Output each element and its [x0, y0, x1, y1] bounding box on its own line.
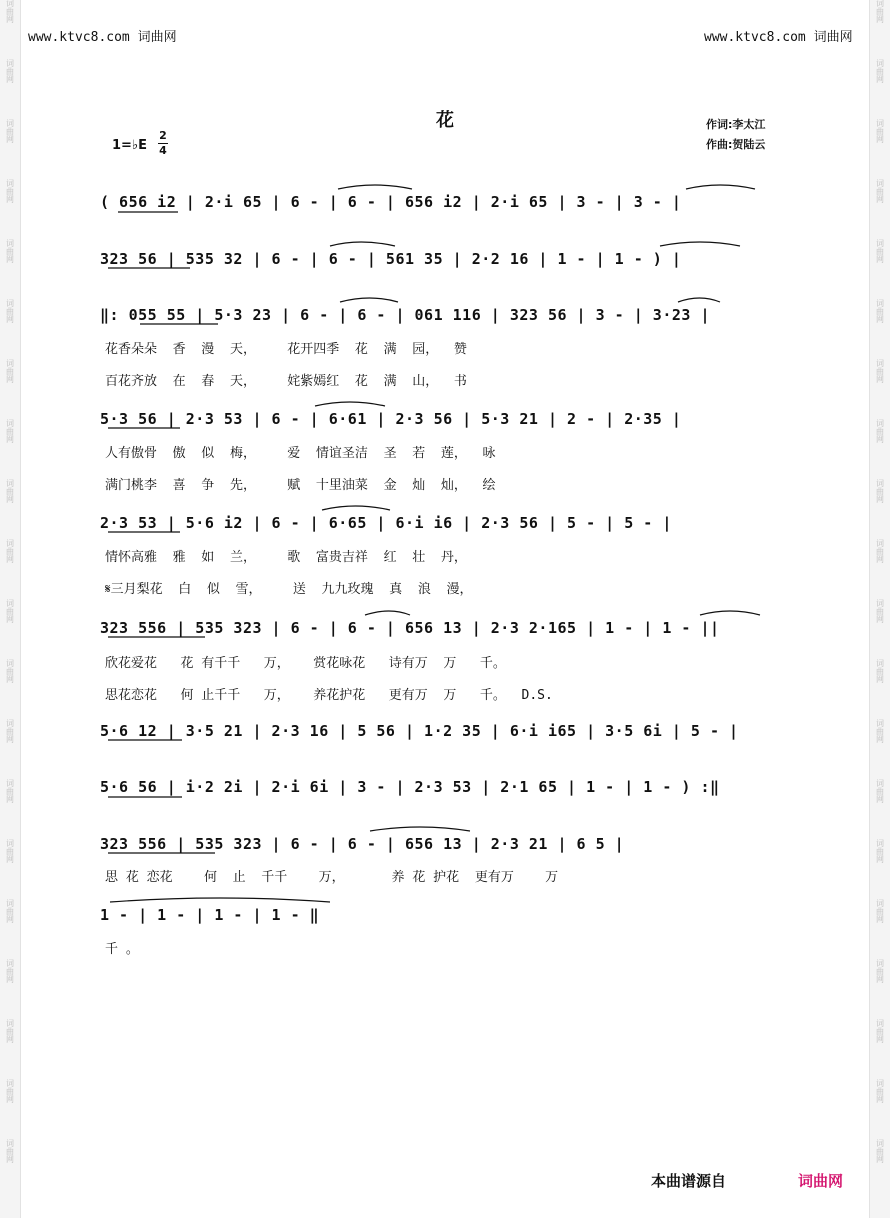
tie-mark [678, 298, 720, 302]
watermark-text: 词 曲 网 [876, 419, 884, 444]
watermark-text: 词 曲 网 [876, 719, 884, 744]
watermark-text: 词 曲 网 [6, 779, 14, 804]
lyric-line: 千 。 [105, 942, 139, 957]
lyric-line: 思 花 恋花 何 止 千千 万， 养 花 护花 更有万 万 [105, 870, 559, 885]
score-row: ( 656 i2 | 2·i 65 | 6 - | 6 - | 656 i2 | 2·i 65 | 3 - | 3 - | [100, 193, 682, 211]
lyric-line: 花香朵朵 香 漫 天， 花开四季 花 满 园， 赞 [105, 342, 467, 357]
tie-mark [370, 827, 470, 831]
watermark-text: 词 曲 网 [876, 959, 884, 984]
lyric-line: 满门桃李 喜 争 先， 赋 十里油菜 金 灿 灿， 绘 [105, 478, 496, 493]
watermark-text: 词 曲 网 [6, 299, 14, 324]
site-url-right[interactable]: www.ktvc8.com 词曲网 [704, 30, 853, 45]
watermark-text: 词 曲 网 [6, 119, 14, 144]
watermark-text: 词 曲 网 [876, 1079, 884, 1104]
watermark-text: 词 曲 网 [6, 599, 14, 624]
lyric-line: 思花恋花 何 止千千 万， 养花护花 更有万 万 千。 D.S. [105, 688, 553, 703]
watermark-text: 词 曲 网 [876, 599, 884, 624]
watermark-text: 词 曲 网 [6, 539, 14, 564]
tie-mark [340, 298, 398, 302]
watermark-text: 词 曲 网 [876, 1019, 884, 1044]
score-row: ‖: 055 55 | 5·3 23 | 6 - | 6 - | 061 116 | 323 56 | 3 - | 3·23 | [100, 306, 710, 324]
score-row: 5·6 56 | i·2 2i | 2·i 6i | 3 - | 2·3 53 | 2·1 65 | 1 - | 1 - ) :‖ [100, 778, 720, 796]
time-signature-top: 2 [159, 129, 167, 142]
watermark-text: 词 曲 网 [876, 839, 884, 864]
watermark-text: 词 曲 网 [6, 479, 14, 504]
watermark-text: 词 曲 网 [876, 539, 884, 564]
lyric-line: 𝄋三月梨花 白 似 雪， 送 九九玫瑰 真 浪 漫， [105, 582, 473, 597]
watermark-text: 词 曲 网 [6, 359, 14, 384]
score-row: 5·6 12 | 3·5 21 | 2·3 16 | 5 56 | 1·2 35 | 6·i i65 | 3·5 6i | 5 - | [100, 722, 739, 740]
tie-mark [330, 242, 395, 246]
site-url-left[interactable]: www.ktvc8.com 词曲网 [28, 30, 177, 45]
tie-mark [700, 611, 760, 615]
score-row: 2·3 53 | 5·6 i2 | 6 - | 6·65 | 6·i i6 | 2·3 56 | 5 - | 5 - | [100, 514, 672, 532]
watermark-text: 词 曲 网 [6, 959, 14, 984]
lyricist-credit: 作词:李太江 [706, 118, 766, 131]
watermark-text: 词 曲 网 [876, 239, 884, 264]
score-row: 1 - | 1 - | 1 - | 1 - ‖ [100, 906, 320, 924]
lyric-line: 欣花爱花 花 有千千 万， 赏花咏花 诗有万 万 千。 [105, 656, 506, 671]
watermark-text: 词 曲 网 [876, 0, 884, 24]
watermark-text: 词 曲 网 [6, 0, 14, 24]
watermark-text: 词 曲 网 [876, 899, 884, 924]
watermark-text: 词 曲 网 [876, 299, 884, 324]
watermark-text: 词 曲 网 [876, 359, 884, 384]
left-watermark-strip [0, 0, 21, 1218]
score-row: 323 556 | 535 323 | 6 - | 6 - | 656 13 | 2·3 2·165 | 1 - | 1 - || [100, 619, 720, 637]
source-label: 本曲谱源自 [651, 1172, 727, 1190]
tie-mark [338, 185, 412, 189]
source-site-link[interactable]: 词曲网 [798, 1172, 844, 1190]
watermark-text: 词 曲 网 [6, 59, 14, 84]
watermark-text: 词 曲 网 [876, 659, 884, 684]
watermark-text: 词 曲 网 [876, 479, 884, 504]
tie-mark [110, 898, 330, 902]
tie-mark [322, 506, 390, 510]
composer-credit: 作曲:贺陆云 [706, 138, 766, 151]
song-title: 花 [436, 110, 454, 131]
watermark-text: 词 曲 网 [6, 899, 14, 924]
watermark-text: 词 曲 网 [6, 1019, 14, 1044]
watermark-text: 词 曲 网 [876, 779, 884, 804]
right-watermark-strip [869, 0, 890, 1218]
lyric-line: 百花齐放 在 春 天， 姹紫嫣红 花 满 山， 书 [105, 374, 467, 389]
tie-mark [660, 242, 740, 246]
watermark-text: 词 曲 网 [6, 419, 14, 444]
watermark-text: 词 曲 网 [876, 119, 884, 144]
lyric-line: 情怀高雅 雅 如 兰， 歌 富贵吉祥 红 壮 丹， [105, 550, 467, 565]
watermark-text: 词 曲 网 [6, 1079, 14, 1104]
watermark-text: 词 曲 网 [6, 839, 14, 864]
tie-mark [686, 185, 755, 189]
score-row: 5·3 56 | 2·3 53 | 6 - | 6·61 | 2·3 56 | 5·3 21 | 2 - | 2·35 | [100, 410, 682, 428]
watermark-text: 词 曲 网 [6, 1139, 14, 1164]
watermark-text: 词 曲 网 [876, 1139, 884, 1164]
time-signature-bottom: 4 [159, 144, 167, 157]
score-row: 323 56 | 535 32 | 6 - | 6 - | 561 35 | 2·2 16 | 1 - | 1 - ) | [100, 250, 682, 268]
watermark-text: 词 曲 网 [6, 239, 14, 264]
time-signature [157, 130, 169, 157]
key-signature: 1=♭E [112, 138, 147, 153]
watermark-text: 词 曲 网 [6, 179, 14, 204]
watermark-text: 词 曲 网 [876, 59, 884, 84]
watermark-text: 词 曲 网 [876, 179, 884, 204]
watermark-text: 词 曲 网 [6, 719, 14, 744]
watermark-text: 词 曲 网 [6, 659, 14, 684]
tie-mark [315, 402, 385, 406]
tie-mark [365, 611, 410, 615]
score-row: 323 556 | 535 323 | 6 - | 6 - | 656 13 | 2·3 21 | 6 5 | [100, 835, 625, 853]
lyric-line: 人有傲骨 傲 似 梅， 爱 情谊圣洁 圣 若 莲， 咏 [105, 446, 496, 461]
